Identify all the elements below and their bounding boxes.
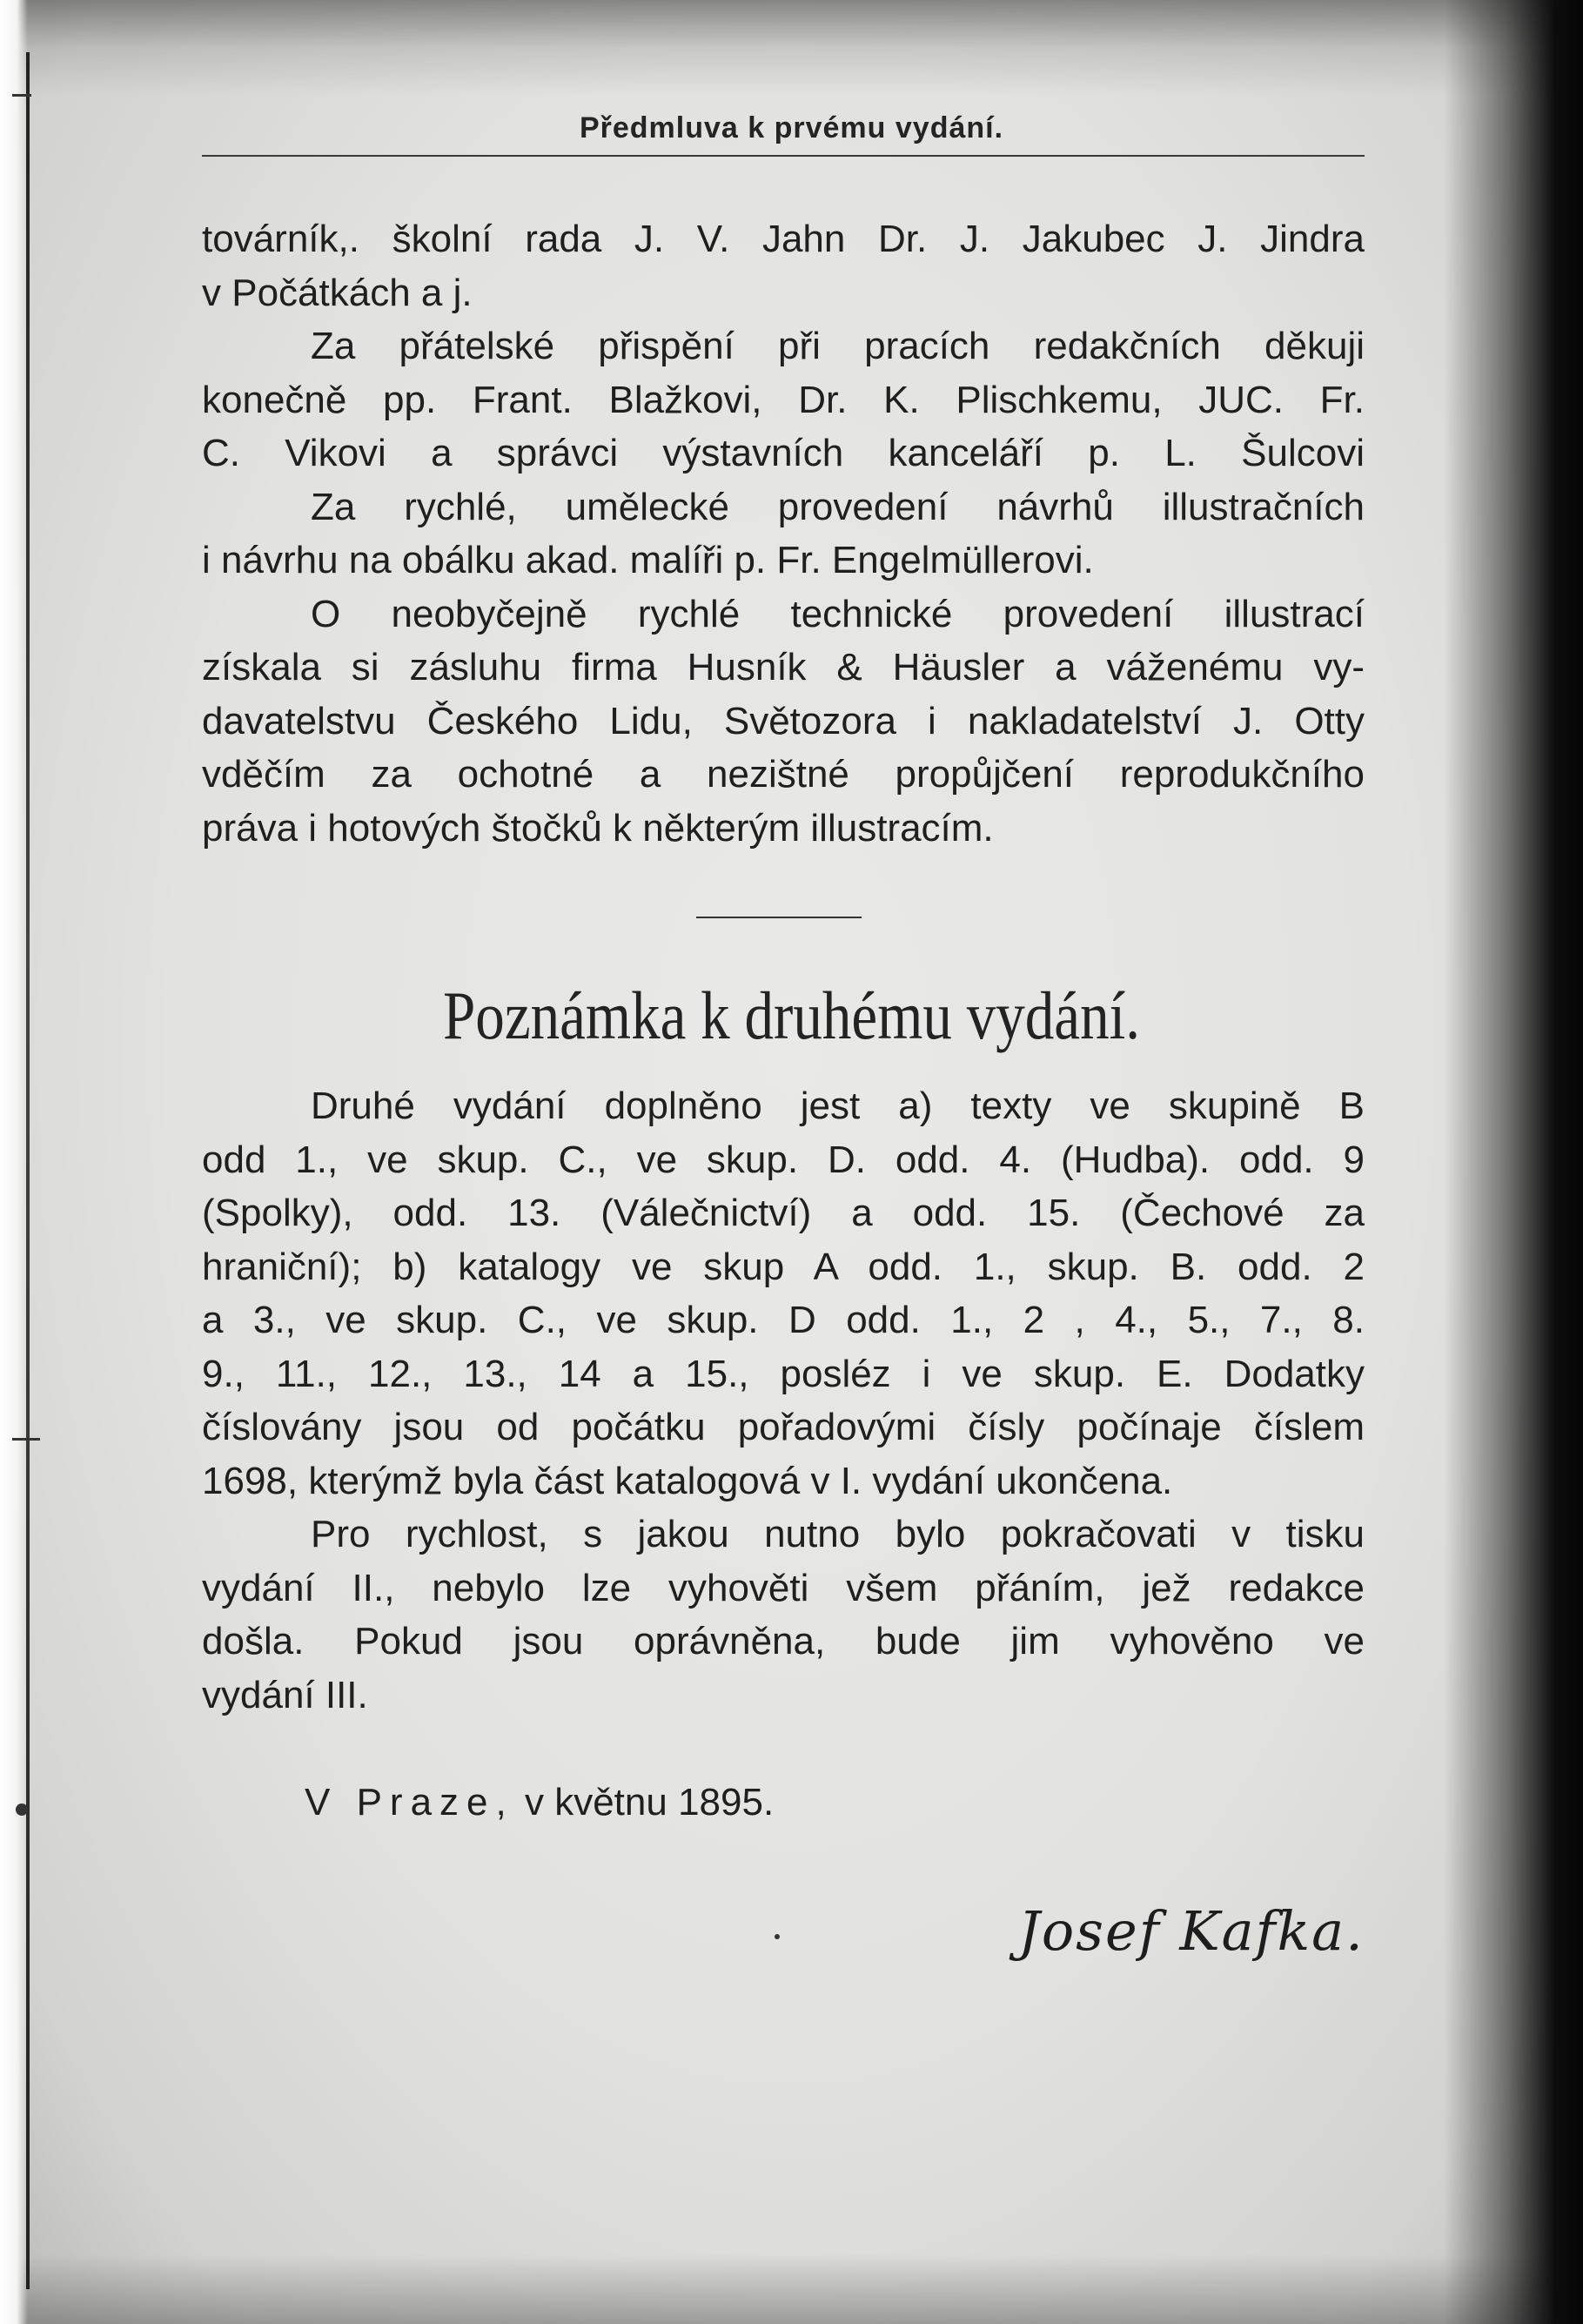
section-heading: Poznámka k druhému vydání. [442,977,1141,1053]
margin-mark [12,1438,40,1441]
text-line: a 3., ve skup. C., ve skup. D odd. 1., 2 , 4., 5., 7., 8. [202,1299,1365,1341]
stray-dot [775,1934,780,1939]
text-line: vydání II., nebylo lze vyhověti všem přáním, jež redakce [202,1566,1365,1609]
margin-mark [12,94,31,97]
page-right-shadow [1444,0,1583,2324]
text-line: i návrhu na obálku akad. malíři p. Fr. Engelmüllerovi. [202,539,1094,581]
text-line: 9., 11., 12., 13., 14 a 15., posléz i ve skup. E. Dodatky [202,1352,1365,1395]
margin-mark [16,1803,28,1816]
text-line: 1698, kterýmž byla část katalogová v I. vydání ukončena. [202,1459,1173,1502]
preface-text [202,212,1365,855]
text-line: vydání III. [202,1673,368,1716]
text-line: došla. Pokud jsou oprávněna, bude jim vyhověno ve [202,1620,1365,1662]
text-line: Za rychlé, umělecké provedení návrhů illustračních [311,485,1365,528]
text-line: získala si zásluhu firma Husník & Häusler a váženému vy- [202,646,1365,688]
binding-edge-line [26,52,30,2289]
text-line: hraniční); b) katalogy ve skup A odd. 1., skup. B. odd. 2 [202,1245,1365,1288]
date-text: v květnu 1895. [524,1781,775,1824]
text-line: O neobyčejně rychlé technické provedení illustrací [311,592,1365,635]
author-signature: Josef Kafka. [1018,1899,1365,1963]
place-name: V Praze, [305,1781,514,1824]
second-edition-note [202,1079,1365,1722]
text-line: konečně pp. Frant. Blažkovi, Dr. K. Plischkemu, JUC. Fr. [202,378,1365,421]
text-line: C. Vikovi a správci výstavních kanceláří p. L. Šulcovi [202,432,1365,474]
page-left-margin [0,0,28,2324]
text-line: Druhé vydání doplněno jest a) texty ve skupině B [311,1085,1365,1127]
text-line: (Spolky), odd. 13. (Válečnictví) a odd. 15. (Čechové za [202,1192,1365,1234]
text-line: Za přátelské přispění při pracích redakčních děkuji [311,325,1365,367]
text-line: práva i hotových štočků k některým illustracím. [202,806,994,850]
text-line: v Počátkách a j. [202,271,473,314]
text-line: číslovány jsou od počátku pořadovými čísly počínaje číslem [202,1406,1365,1448]
text-line: Pro rychlost, s jakou nutno bylo pokračovati v tisku [311,1513,1365,1555]
text-line: vděčím za ochotné a nezištné propůjčení reprodukčního [202,753,1365,796]
page-top-shadow [0,0,1583,96]
text-line: davatelstvu Českého Lidu, Světozora i nakladatelství J. Otty [202,699,1365,742]
header-rule [202,155,1365,157]
text-line: odd 1., ve skup. C., ve skup. D. odd. 4. (Hudba). odd. 9 [202,1138,1365,1181]
section-divider [696,917,862,918]
text-line: továrník,. školní rada J. V. Jahn Dr. J. Jakubec J. Jindra [202,218,1365,260]
page-bottom-shadow [0,2254,1583,2324]
place-and-date [305,1781,774,1824]
running-head: Předmluva k prvému vydání. [579,111,1004,144]
